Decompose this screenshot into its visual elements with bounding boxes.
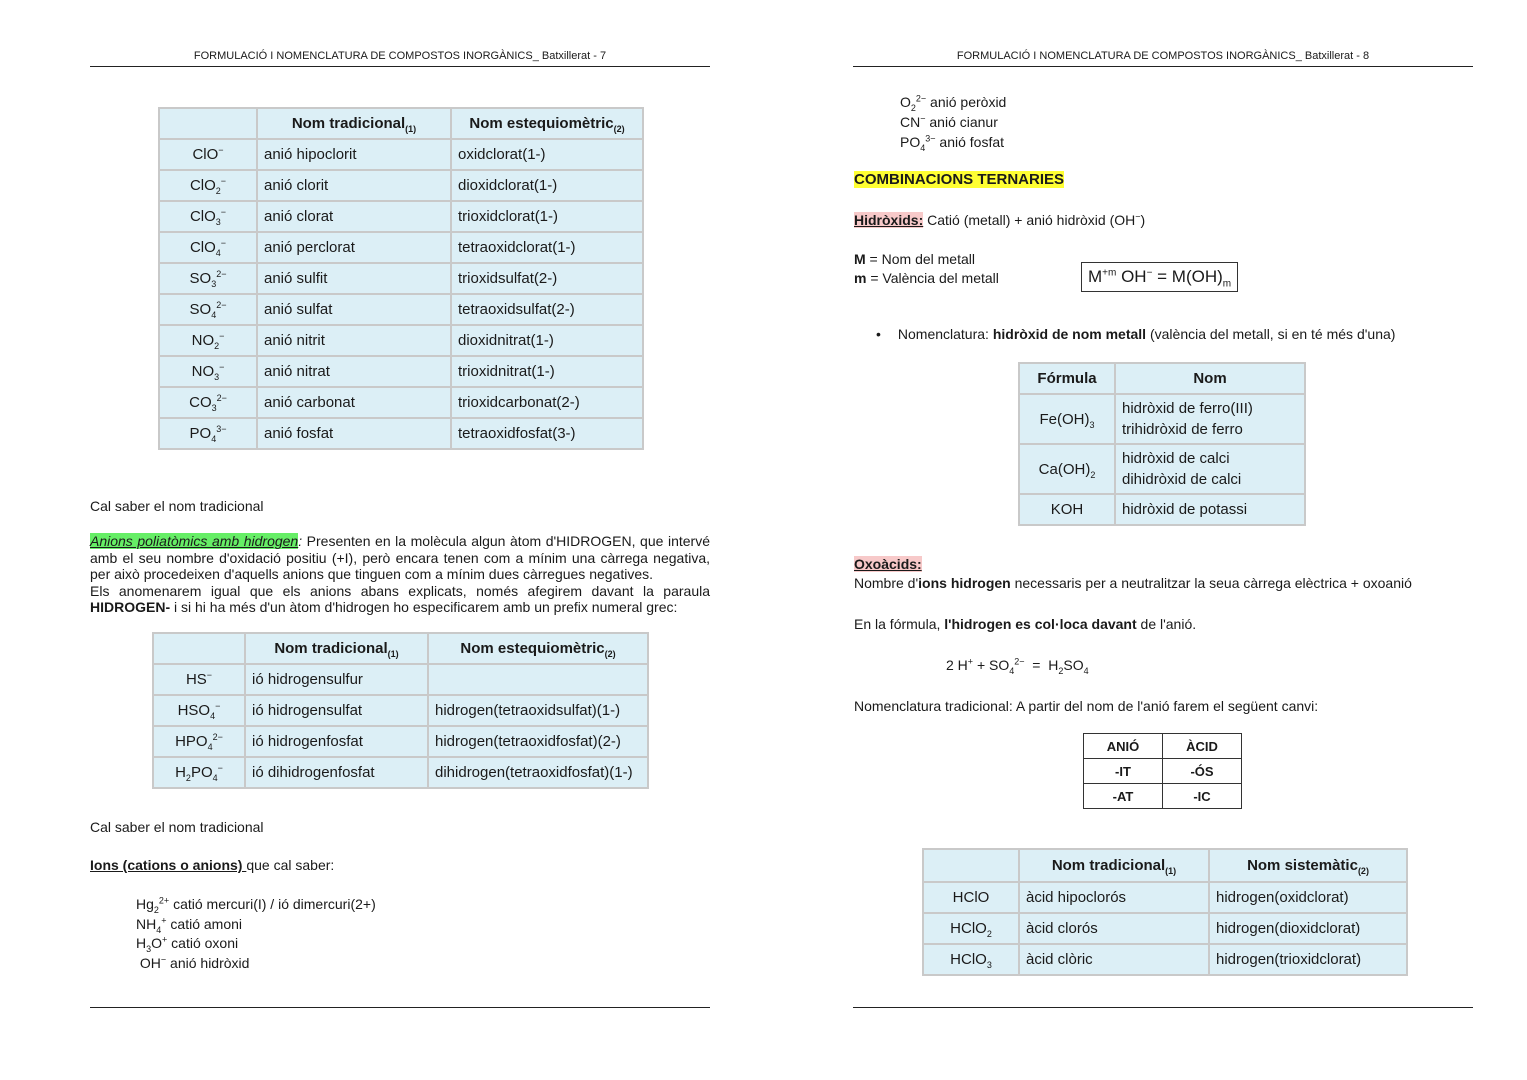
est-cell: hidrogen(tetraoxidsulfat)(1-) (429, 696, 647, 725)
formula-cell: KOH (1020, 495, 1114, 524)
est-cell: trioxidnitrat(1-) (452, 357, 642, 386)
trad-cell: ió hidrogensulfat (246, 696, 427, 725)
list-item: $O_2^{2-}$ anió peròxid (900, 93, 1007, 113)
name-cell: hidròxid de potassi (1116, 495, 1304, 524)
table-row (1020, 445, 1304, 493)
page-header-right: FORMULACIÓ I NOMENCLATURA DE COMPOSTOS INORGÀNICS_ Batxillerat - 8 (853, 48, 1473, 67)
right-page (764, 0, 1527, 1080)
ions-list (136, 895, 376, 973)
est-cell: dioxidnitrat(1-) (452, 326, 642, 355)
note-traditional-2: Cal saber el nom tradicional (90, 819, 264, 835)
table-header-row (1020, 364, 1304, 393)
trad-cell: àcid hipoclorós (1020, 883, 1208, 912)
formula-cell: ClO$_3$− (160, 202, 256, 231)
table-row (160, 295, 642, 324)
table-row (160, 264, 642, 293)
sis-cell: hidrogen(oxidclorat) (1210, 883, 1406, 912)
trad-cell: àcid clòric (1020, 945, 1208, 974)
left-page (0, 0, 763, 1080)
name-cell: hidròxid de calci dihidròxid de calci (1116, 445, 1304, 493)
formula-cell: HClO$_2$ (924, 914, 1018, 943)
col-header-traditional: Nom tradicional$_{(1)}$ (246, 634, 427, 663)
trad-cell: anió clorat (258, 202, 450, 231)
trad-cell: àcid clorós (1020, 914, 1208, 943)
table-row (160, 419, 642, 448)
formula-cell: HClO$_3$ (924, 945, 1018, 974)
name-cell: hidròxid de ferro(III) trihidròxid de ferro (1116, 395, 1304, 443)
footer-line-left (90, 1007, 710, 1008)
table-row (154, 696, 647, 725)
suffix-change-table (1083, 733, 1242, 809)
col-header-name: Nom (1116, 364, 1304, 393)
table-row (160, 202, 642, 231)
list-item: $PO_4^{3-}$ anió fosfat (900, 133, 1005, 153)
table-row (160, 171, 642, 200)
table-row: ANIÓ ÀCID (1084, 734, 1242, 759)
formula-cell: $HSO_4^-$ (154, 696, 244, 725)
col-header-systematic: Nom sistemàtic$_{(2)}$ (1210, 850, 1406, 881)
formula-cell: $SO_4^{2-}$ (160, 295, 256, 324)
ternaries-title: COMBINACIONS TERNARIES (854, 171, 1065, 188)
table-row (160, 357, 642, 386)
formula-cell: $NO_2^-$ (160, 326, 256, 355)
page-header-left: FORMULACIÓ I NOMENCLATURA DE COMPOSTOS INORGÀNICS_ Batxillerat - 7 (90, 48, 710, 67)
nomenclature-bullet: • Nomenclatura: hidròxid de nom metall (valència del metall, si en té més d'una) (876, 326, 1396, 342)
table-header-row (154, 634, 647, 663)
col-header-stoichiometric: Nom estequiomètric$_{(2)}$ (429, 634, 647, 663)
anions-hydrogen-title: Anions poliatòmics amb hidrogen (90, 533, 299, 549)
hydroxides-table (1018, 362, 1306, 526)
anions-hydrogen-paragraph: Anions poliatòmics amb hidrogen: Presenten en la molècula algun àtom d'HIDROGEN, que intervé amb el seu nombre d'oxidació positiu (+I), però encara tenen com a mínim una càrrega negativa, per això procedeixen d'aquells anions que tinguen com a mínim dues càrregues negatives. Els anomenarem igual que els anions abans explicats, només afegirem davant la paraula HIDROGEN- i si hi ha més d'un àtom d'hidrogen ho especificarem amb un prefix numeral grec: (90, 533, 710, 615)
table-row (154, 758, 647, 787)
list-item: OH− anió hidròxid (136, 953, 250, 971)
bullet-icon: • (876, 326, 881, 342)
hydrogen-anions-table (152, 632, 649, 789)
hydroxide-formula-box: $M^{+m}$ $OH^- = M(OH)_m$ (1081, 262, 1238, 292)
trad-cell: anió carbonat (258, 388, 450, 417)
oxoacids-table (922, 848, 1408, 976)
est-cell: trioxidsulfat(2-) (452, 264, 642, 293)
formula-cell: $HPO_4^{2-}$ (154, 727, 244, 756)
table-row (924, 945, 1406, 974)
table-row (924, 883, 1406, 912)
trad-cell: anió sulfat (258, 295, 450, 324)
table-row (160, 140, 642, 169)
est-cell: dihidrogen(tetraoxidfosfat)(1-) (429, 758, 647, 787)
anions-table (158, 107, 644, 450)
formula-cell: ClO− (160, 140, 256, 169)
est-cell: oxidclorat(1-) (452, 140, 642, 169)
list-item: $H_3O^+$ catió oxoni (136, 934, 239, 954)
trad-cell: anió hipoclorit (258, 140, 450, 169)
table-row (160, 233, 642, 262)
est-cell: tetraoxidfosfat(3-) (452, 419, 642, 448)
formula-cell: $CO_3^{2-}$ (160, 388, 256, 417)
trad-cell: anió nitrit (258, 326, 450, 355)
sis-cell: hidrogen(dioxidclorat) (1210, 914, 1406, 943)
col-header-traditional: Nom tradicional$_{(1)}$ (1020, 850, 1208, 881)
table-row (924, 914, 1406, 943)
table-row (154, 727, 647, 756)
formula-cell: $H_2PO_4^-$ (154, 758, 244, 787)
table-row: -IT -ÓS (1084, 759, 1242, 784)
trad-cell: anió perclorat (258, 233, 450, 262)
footer-line-right (853, 1007, 1473, 1008)
formula-cell: $SO_3^{2-}$ (160, 264, 256, 293)
oxoacids-heading: Oxoàcids: (854, 556, 922, 572)
est-cell: tetraoxidclorat(1-) (452, 233, 642, 262)
table-row (1020, 395, 1304, 443)
table-header-row (160, 109, 642, 138)
est-cell: trioxidclorat(1-) (452, 202, 642, 231)
col-header-traditional: Nom tradicional$_{(1)}$ (258, 109, 450, 138)
hydrogen-position: En la fórmula, l'hidrogen es col·loca davant de l'anió. (854, 616, 1197, 632)
list-item: CN− anió cianur (900, 113, 998, 130)
formula-cell: HS− (154, 665, 244, 694)
oxoacids-desc: Nombre d'ions hidrogen necessaris per a neutralitzar la seua càrrega elèctrica + oxoanió (854, 575, 1412, 591)
formula-cell: $PO_4^{3-}$ (160, 419, 256, 448)
hydroxides-heading: Hidròxids: Catió (metall) + anió hidròxid (OH−) (854, 211, 1146, 228)
table-row (160, 326, 642, 355)
col-header-stoichiometric: Nom estequiomètric$_{(2)}$ (452, 109, 642, 138)
est-cell (429, 665, 647, 694)
table-header-row (924, 850, 1406, 881)
col-header-formula: Fórmula (1020, 364, 1114, 393)
trad-cell: ió dihidrogenfosfat (246, 758, 427, 787)
metal-definitions: M = Nom del metall m = València del metall (854, 251, 999, 286)
est-cell: dioxidclorat(1-) (452, 171, 642, 200)
formula-cell: HClO (924, 883, 1018, 912)
ions-heading: Ions (cations o anions) que cal saber: (90, 857, 335, 873)
table-row (160, 388, 642, 417)
formula-cell: $NO_3^-$ (160, 357, 256, 386)
table-row: -AT -IC (1084, 784, 1242, 809)
list-item: $NH_4^+$ catió amoni (136, 914, 242, 935)
top-anions-list (900, 92, 1006, 152)
list-item: $Hg_2^{2+}$ catió mercuri(I) / ió dimercuri(2+) (136, 895, 376, 915)
trad-cell: anió sulfit (258, 264, 450, 293)
trad-cell: anió clorit (258, 171, 450, 200)
table-row (154, 665, 647, 694)
formula-cell: ClO$_4$− (160, 233, 256, 262)
est-cell: tetraoxidsulfat(2-) (452, 295, 642, 324)
trad-cell: ió hidrogenfosfat (246, 727, 427, 756)
est-cell: trioxidcarbonat(2-) (452, 388, 642, 417)
traditional-nomenclature-intro: Nomenclatura tradicional: A partir del nom de l'anió farem el següent canvi: (854, 698, 1319, 714)
est-cell: hidrogen(tetraoxidfosfat)(2-) (429, 727, 647, 756)
formula-cell: $Ca(OH)_2$ (1020, 445, 1114, 493)
table-row (1020, 495, 1304, 524)
trad-cell: anió nitrat (258, 357, 450, 386)
sis-cell: hidrogen(trioxidclorat) (1210, 945, 1406, 974)
trad-cell: ió hidrogensulfur (246, 665, 427, 694)
formula-cell: $Fe(OH)_3$ (1020, 395, 1114, 443)
formula-cell: ClO$_2$− (160, 171, 256, 200)
trad-cell: anió fosfat (258, 419, 450, 448)
reaction-equation: 2 $H^+ + SO_4^{2-} = H_2SO_4$ (946, 656, 1089, 676)
note-traditional-1: Cal saber el nom tradicional (90, 498, 264, 514)
